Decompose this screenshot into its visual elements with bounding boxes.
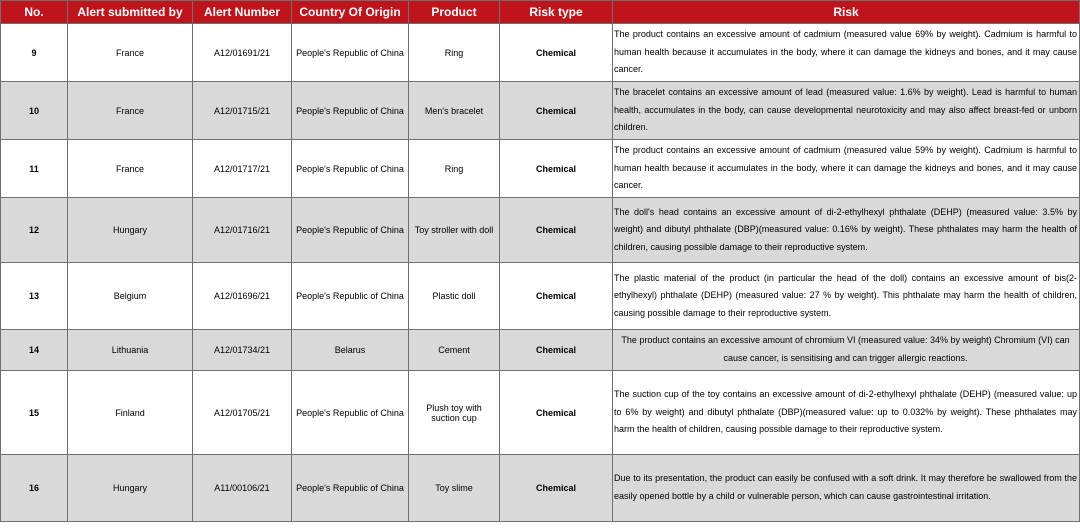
cell-alert-number: A12/01734/21 bbox=[193, 330, 292, 371]
table-row bbox=[1, 330, 1080, 371]
cell-product: Ring bbox=[409, 24, 500, 82]
cell-product: Toy stroller with doll bbox=[409, 198, 500, 263]
cell-risk-type: Chemical bbox=[500, 455, 613, 522]
table-row bbox=[1, 371, 1080, 455]
cell-alert-number: A11/00106/21 bbox=[193, 455, 292, 522]
cell-submitted-by: Hungary bbox=[68, 198, 193, 263]
cell-risk-type: Chemical bbox=[500, 330, 613, 371]
cell-risk: The product contains an excessive amount of cadmium (measured value 69% by weight). Cadmium is harmful to human health because it accumulates in the body, where it can damage the kidneys and bones, and it may cause cancer. bbox=[613, 24, 1080, 82]
table-row bbox=[1, 198, 1080, 263]
header-row bbox=[1, 1, 1080, 24]
column-header-country-of-origin: Country Of Origin bbox=[292, 1, 409, 24]
cell-risk: Due to its presentation, the product can easily be confused with a soft drink. It may therefore be swallowed from the easily opened bottle by a child or vulnerable person, which can cause gastrointestinal irritation. bbox=[613, 455, 1080, 522]
cell-risk-type: Chemical bbox=[500, 82, 613, 140]
cell-alert-number: A12/01715/21 bbox=[193, 82, 292, 140]
cell-submitted-by: France bbox=[68, 140, 193, 198]
cell-alert-number: A12/01696/21 bbox=[193, 263, 292, 330]
cell-alert-number: A12/01716/21 bbox=[193, 198, 292, 263]
cell-risk: The plastic material of the product (in particular the head of the doll) contains an excessive amount of bis(2-ethylhexyl) phthalate (DEHP) (measured value: 27 % by weight). This phthalate may harm the health of children, causing possible damage to their reproductive system. bbox=[613, 263, 1080, 330]
cell-no: 13 bbox=[1, 263, 68, 330]
cell-submitted-by: France bbox=[68, 82, 193, 140]
cell-origin: People's Republic of China bbox=[292, 263, 409, 330]
cell-origin: People's Republic of China bbox=[292, 371, 409, 455]
cell-alert-number: A12/01705/21 bbox=[193, 371, 292, 455]
column-header-risk: Risk bbox=[613, 1, 1080, 24]
cell-origin: People's Republic of China bbox=[292, 82, 409, 140]
column-header-alert-number: Alert Number bbox=[193, 1, 292, 24]
cell-submitted-by: Hungary bbox=[68, 455, 193, 522]
cell-no: 15 bbox=[1, 371, 68, 455]
cell-risk-type: Chemical bbox=[500, 263, 613, 330]
table-row bbox=[1, 140, 1080, 198]
cell-product: Men's bracelet bbox=[409, 82, 500, 140]
cell-no: 9 bbox=[1, 24, 68, 82]
column-header-no: No. bbox=[1, 1, 68, 24]
cell-risk: The bracelet contains an excessive amount of lead (measured value: 1.6% by weight). Lead is harmful to human health, accumulates in the body, can cause developmental neurotoxicity and may also affect breast-fed or unborn children. bbox=[613, 82, 1080, 140]
cell-no: 16 bbox=[1, 455, 68, 522]
cell-risk: The suction cup of the toy contains an excessive amount of di-2-ethylhexyl phthalate (DEHP) (measured value: up to 6% by weight) and dibutyl phthalate (DBP)(measured value: up to 0.032% by weight). These phthalates may harm the health of children, causing possible damage to their reproductive system. bbox=[613, 371, 1080, 455]
cell-product: Plastic doll bbox=[409, 263, 500, 330]
cell-risk-type: Chemical bbox=[500, 371, 613, 455]
cell-origin: People's Republic of China bbox=[292, 198, 409, 263]
cell-alert-number: A12/01691/21 bbox=[193, 24, 292, 82]
cell-product: Plush toy with suction cup bbox=[409, 371, 500, 455]
cell-no: 10 bbox=[1, 82, 68, 140]
cell-submitted-by: Belgium bbox=[68, 263, 193, 330]
cell-origin: People's Republic of China bbox=[292, 455, 409, 522]
cell-product: Cement bbox=[409, 330, 500, 371]
table-row bbox=[1, 263, 1080, 330]
cell-risk-type: Chemical bbox=[500, 24, 613, 82]
cell-risk-type: Chemical bbox=[500, 140, 613, 198]
cell-product: Ring bbox=[409, 140, 500, 198]
cell-origin: Belarus bbox=[292, 330, 409, 371]
table-row bbox=[1, 455, 1080, 522]
cell-submitted-by: Finland bbox=[68, 371, 193, 455]
cell-no: 14 bbox=[1, 330, 68, 371]
cell-submitted-by: Lithuania bbox=[68, 330, 193, 371]
cell-product: Toy slime bbox=[409, 455, 500, 522]
cell-risk: The product contains an excessive amount of chromium VI (measured value: 34% by weight) Chromium (VI) can cause cancer, is sensitising and can trigger allergic reactions. bbox=[613, 330, 1080, 371]
cell-submitted-by: France bbox=[68, 24, 193, 82]
cell-risk-type: Chemical bbox=[500, 198, 613, 263]
cell-alert-number: A12/01717/21 bbox=[193, 140, 292, 198]
column-header-product: Product bbox=[409, 1, 500, 24]
column-header-risk-type: Risk type bbox=[500, 1, 613, 24]
cell-no: 11 bbox=[1, 140, 68, 198]
column-header-submitted-by: Alert submitted by bbox=[68, 1, 193, 24]
cell-origin: People's Republic of China bbox=[292, 24, 409, 82]
table-row bbox=[1, 24, 1080, 82]
table-row bbox=[1, 82, 1080, 140]
cell-origin: People's Republic of China bbox=[292, 140, 409, 198]
cell-risk: The doll's head contains an excessive amount of di-2-ethylhexyl phthalate (DEHP) (measured value: 3.5% by weight) and dibutyl phthalate (DBP)(measured value: 0.16% by weight). These phthalates may harm the health of children, causing possible damage to their reproductive system. bbox=[613, 198, 1080, 263]
cell-risk: The product contains an excessive amount of cadmium (measured value 59% by weight). Cadmium is harmful to human health because it accumulates in the body, where it can damage the kidneys and bones, and it may cause cancer. bbox=[613, 140, 1080, 198]
cell-no: 12 bbox=[1, 198, 68, 263]
